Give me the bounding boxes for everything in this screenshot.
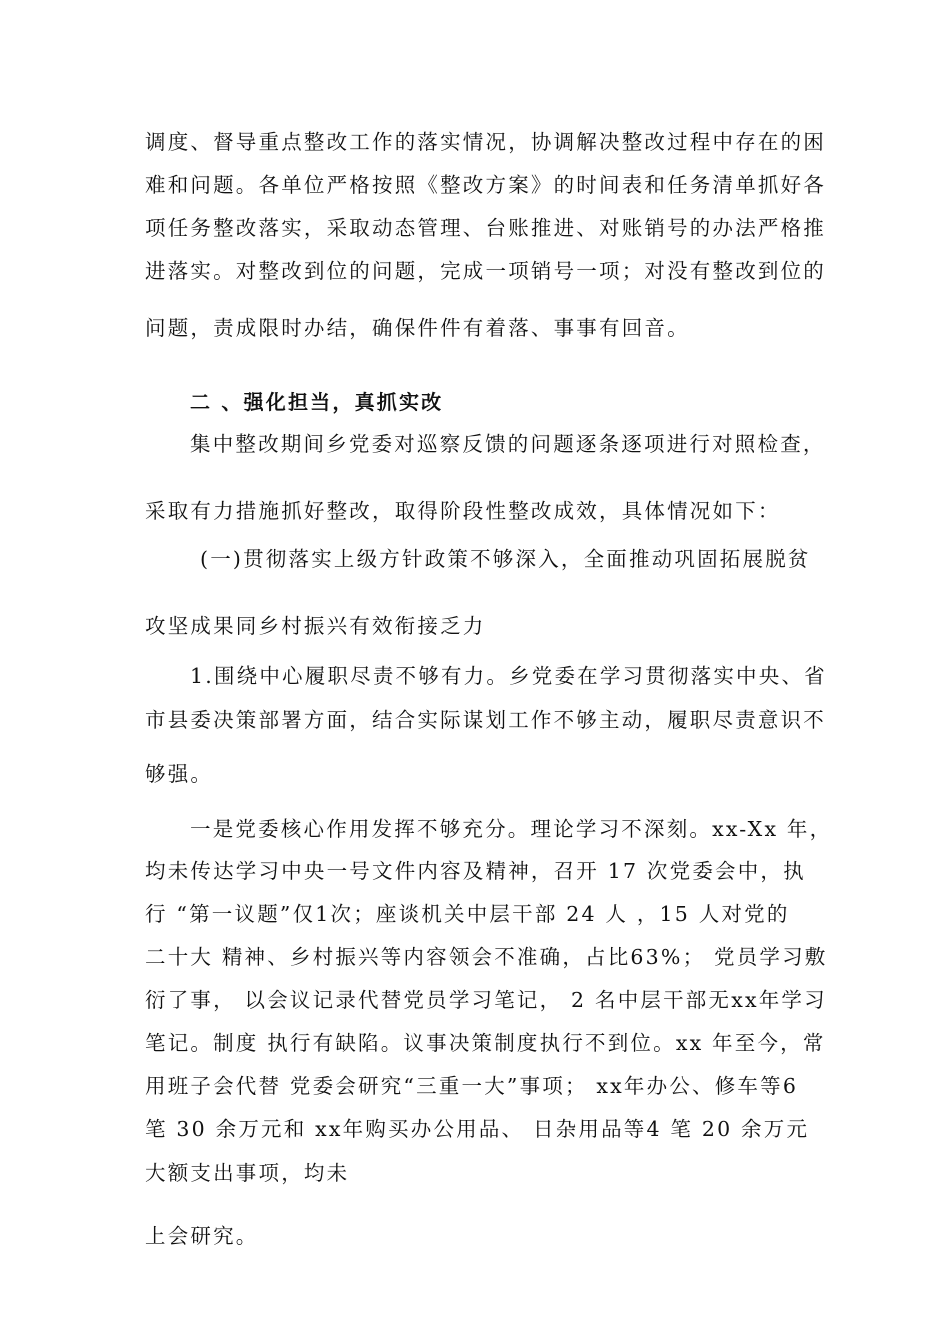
detail-line-4: 二十大 精神、乡村振兴等内容领会不准确，占比63%； 党员学习敷: [145, 945, 828, 969]
section-line-2: 采取有力措施抓好整改，取得阶段性整改成效，具体情况如下：: [145, 499, 781, 523]
item-1-line-1: 1.围绕中心履职尽责不够有力。乡党委在学习贯彻落实中央、省: [190, 664, 827, 688]
detail-line-1: 一是党委核心作用发挥不够充分。理论学习不深刻。xx-Xx 年，: [190, 817, 833, 841]
detail-line-2: 均未传达学习中央一号文件内容及精神，召开 17 次党委会中，执: [145, 859, 806, 883]
intro-line-5: 问题，责成限时办结，确保件件有着落、事事有回音。: [145, 316, 690, 340]
section-heading: 二 、强化担当，真抓实改: [190, 390, 444, 414]
detail-line-3: 行 “第一议题”仅1次；座谈机关中层干部 24 人 ，15 人对党的: [145, 902, 790, 926]
intro-line-3: 项任务整改落实，采取动态管理、台账推进、对账销号的办法严格推: [145, 216, 826, 240]
detail-line-6: 笔记。制度 执行有缺陷。议事决策制度执行不到位。xx 年至今，常: [145, 1031, 826, 1055]
intro-line-1: 调度、督导重点整改工作的落实情况，协调解决整改过程中存在的困: [145, 130, 826, 154]
detail-line-5: 衍了事， 以会议记录代替党员学习笔记， 2 名中层干部无xx年学习: [145, 988, 827, 1012]
detail-line-10: 上会研究。: [145, 1224, 259, 1248]
subheading-line-1: (一)贯彻落实上级方针政策不够深入，全面推动巩固拓展脱贫: [200, 547, 811, 571]
item-1-line-2: 市县委决策部署方面，结合实际谋划工作不够主动，履职尽责意识不: [145, 708, 826, 732]
intro-line-4: 进落实。对整改到位的问题，完成一项销号一项；对没有整改到位的: [145, 259, 826, 283]
detail-line-9: 大额支出事项，均未: [145, 1161, 350, 1185]
intro-line-2: 难和问题。各单位严格按照《整改方案》的时间表和任务清单抓好各: [145, 173, 826, 197]
detail-line-8: 笔 30 余万元和 xx年购买办公用品、 日杂用品等4 笔 20 余万元: [145, 1117, 810, 1141]
detail-line-7: 用班子会代替 党委会研究“三重一大”事项； xx年办公、修车等6: [145, 1074, 799, 1098]
item-1-line-3: 够强。: [145, 762, 214, 786]
subheading-line-2: 攻坚成果同乡村振兴有效衔接乏力: [145, 614, 486, 638]
section-line-1: 集中整改期间乡党委对巡察反馈的问题逐条逐项进行对照检查，: [190, 432, 826, 456]
